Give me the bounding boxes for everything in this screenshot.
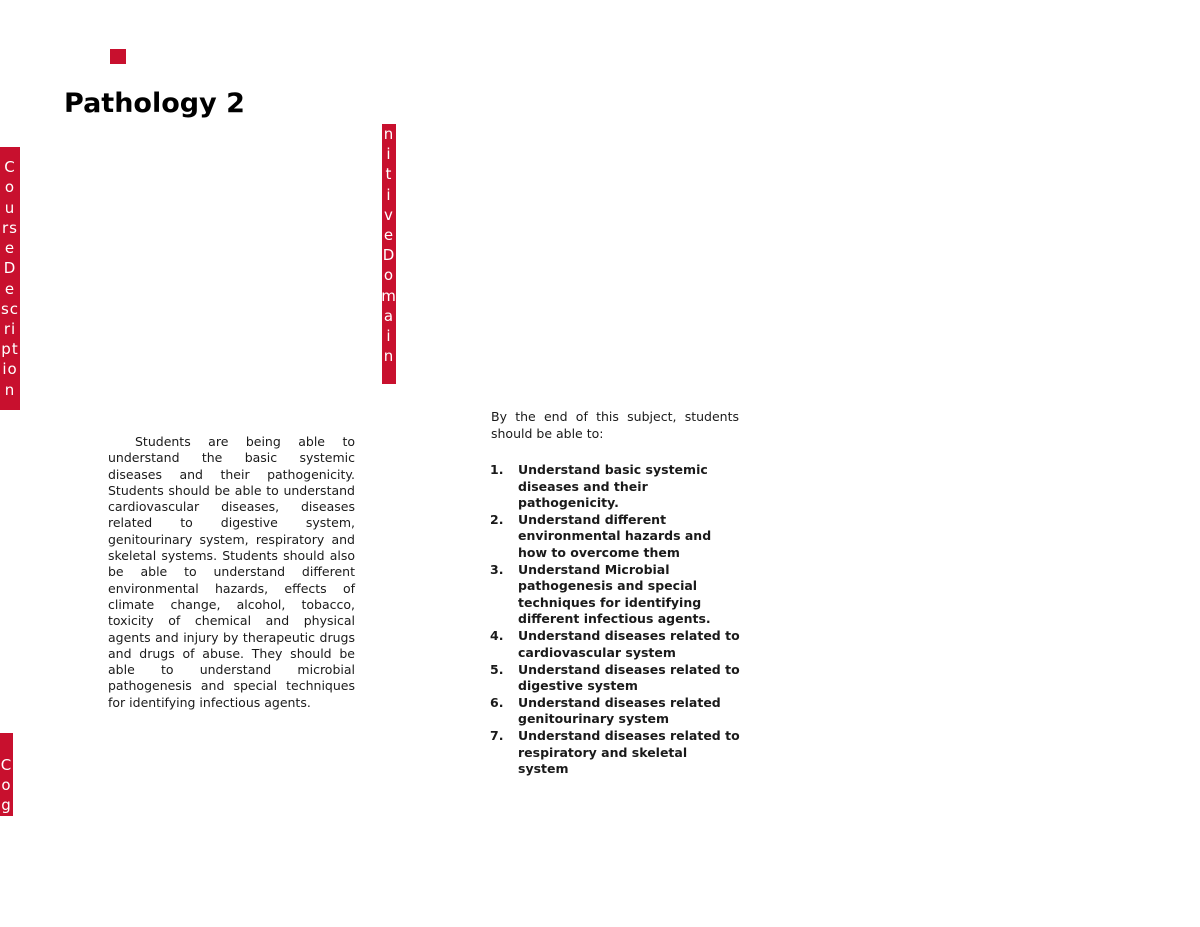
page-title: Pathology 2 <box>64 88 245 119</box>
side-label-char: C <box>4 158 16 177</box>
side-label-char: e <box>4 239 16 258</box>
cognitive-side-label-start <box>0 733 13 816</box>
item-text: Understand different environmental hazards and how to overcome them <box>518 511 712 560</box>
side-label-char: pt <box>1 340 19 359</box>
list-item <box>490 462 740 512</box>
list-item <box>490 662 740 695</box>
side-label-char: D <box>3 259 17 278</box>
learning-outcomes-list <box>490 462 740 778</box>
course-description-text: Students are being able to understand the basic systemic diseases and their pathogenicity. Students should be able to understand cardiovascular diseases, diseases related to digestive system, genitourinary system, respiratory and skeletal systems. Students should also be able to understand different environmental hazards, effects of climate change, alcohol, tobacco, toxicity of chemical and physical agents and injury by therapeutic drugs and drugs of abuse. They should be able to understand microbial pathogenesis and special techniques for identifying infectious agents. <box>108 434 355 710</box>
course-description-side-label <box>0 147 20 410</box>
side-label-char: n <box>383 125 395 143</box>
side-label-char: m <box>381 286 397 305</box>
item-text: Understand diseases related genitourinary system <box>518 694 721 727</box>
item-text: Understand diseases related to respiratory and skeletal system <box>518 728 740 777</box>
side-label-char: C <box>0 756 13 774</box>
item-text: Understand Microbial pathogenesis and special techniques for identifying different infectious agents. <box>518 561 711 627</box>
side-label-char: u <box>4 198 16 217</box>
item-number: 2. <box>490 511 504 527</box>
item-text: Understand basic systemic diseases and their pathogenicity. <box>518 462 708 510</box>
list-item <box>490 728 740 778</box>
list-item <box>490 628 740 661</box>
list-item <box>490 512 740 562</box>
cognitive-domain-side-label <box>382 124 396 384</box>
side-label-char: sc <box>0 299 20 318</box>
side-label-char: a <box>383 306 395 325</box>
side-label-char: n <box>4 380 16 399</box>
side-label-char: o <box>383 266 395 285</box>
side-label-char: v <box>384 205 394 224</box>
item-number: 1. <box>490 462 504 477</box>
item-number: 5. <box>490 661 504 677</box>
item-number: 7. <box>490 728 504 744</box>
side-label-char: o <box>1 776 12 795</box>
list-item <box>490 562 740 628</box>
side-label-char: e <box>383 226 395 245</box>
side-label-char: i <box>386 327 392 346</box>
item-text: Understand diseases related to cardiovascular system <box>518 628 740 660</box>
side-label-char: i <box>386 185 392 204</box>
list-item <box>490 695 740 728</box>
item-number: 4. <box>490 628 504 644</box>
side-label-char: g <box>1 796 12 815</box>
side-label-char: rs <box>2 218 18 237</box>
item-number: 3. <box>490 561 504 577</box>
item-number: 6. <box>490 694 504 710</box>
side-label-char: e <box>4 279 16 298</box>
side-label-char: o <box>4 178 16 197</box>
side-label-char: t <box>385 165 393 184</box>
side-label-char: n <box>383 347 395 366</box>
accent-square <box>110 49 126 64</box>
outcomes-intro: By the end of this subject, students should be able to: <box>491 409 739 441</box>
side-label-char: D <box>382 246 396 265</box>
side-label-char: ri <box>3 319 17 338</box>
side-label-char: i <box>386 145 392 164</box>
item-text: Understand diseases related to digestive system <box>518 661 740 694</box>
side-label-char: io <box>2 360 18 379</box>
